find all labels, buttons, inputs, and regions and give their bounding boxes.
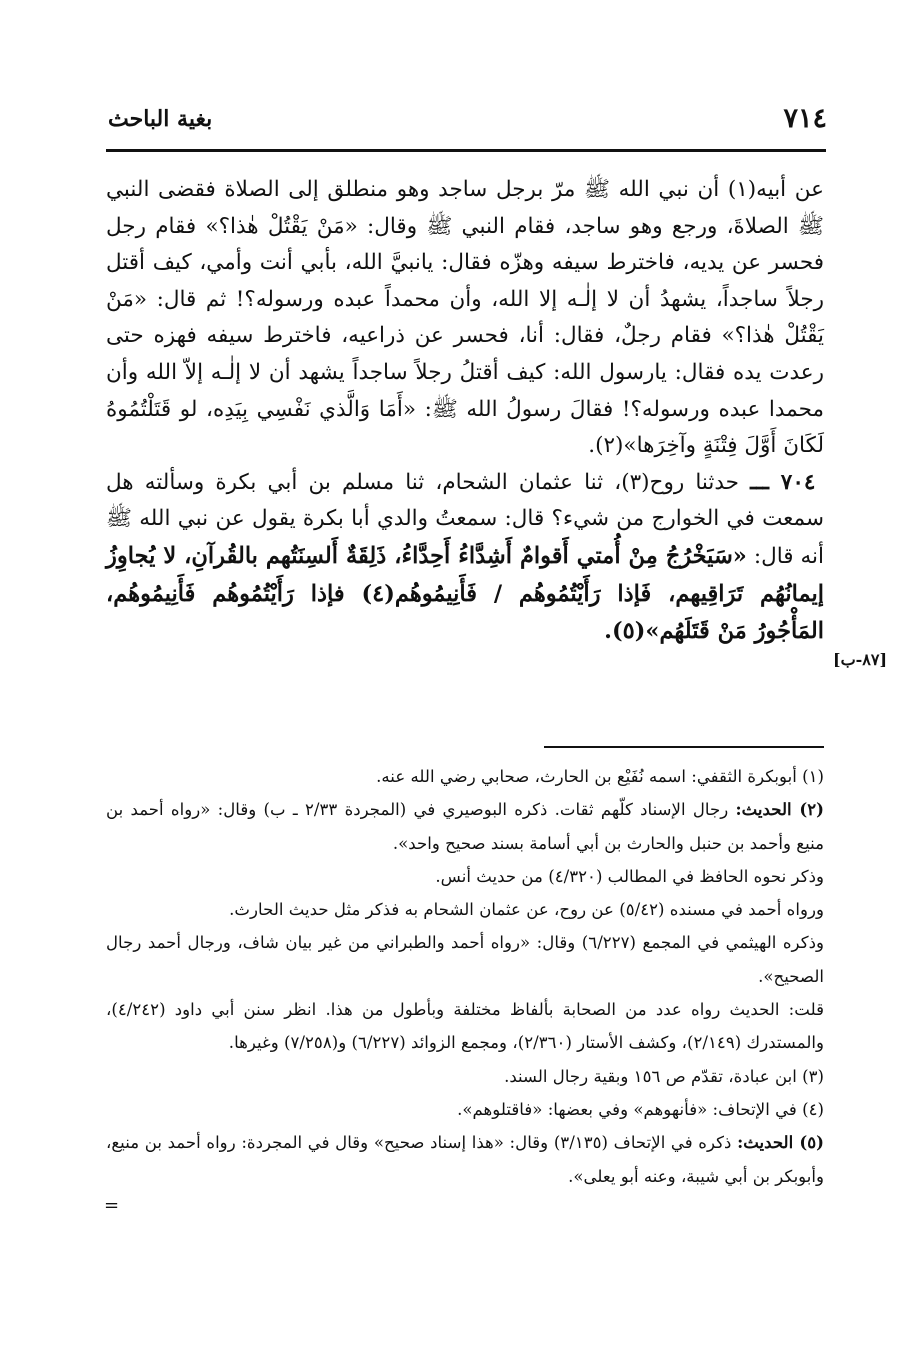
book-title: بغية الباحث: [108, 106, 213, 132]
manuscript-folio-ref: [٨٧-ب]: [833, 650, 888, 669]
footnote-2-line: ورواه أحمد في مسنده (٥/٤٢) عن روح، عن عثمان الشحام به فذكر مثل حديث الحارث.: [229, 900, 824, 920]
footnote-2-line: وذكر نحوه الحافظ في المطالب (٤/٣٢٠) من حديث أنس.: [435, 866, 824, 886]
footnote-4: (٤) في الإتحاف: «فأنهوهم» وفي بعضها: «فاقتلوهم».: [457, 1099, 824, 1119]
footnote-3: (٣) ابن عبادة، تقدّم ص ١٥٦ وبقية رجال السند.: [504, 1066, 824, 1086]
footnote-5-head: (٥) الحديث:: [737, 1132, 824, 1153]
footnote-divider: [544, 746, 824, 748]
main-text: [106, 172, 824, 651]
footnotes: [106, 760, 824, 1193]
footnote-2-head: (٢) الحديث:: [735, 799, 824, 820]
footnote-2-line: قلت: الحديث رواه عدد من الصحابة بألفاظ مختلفة وبأطول من هذا. انظر سنن أبي داود (٤/٢٤٢)، والمستدرك (٢/١٤٩)، وكشف الأستار (٢/٣٦٠)، ومجمع الزوائد (٦/٢٢٧) و(٧/٢٥٨) وغيرها.: [106, 1000, 824, 1053]
hadith-704-paragraph: [106, 465, 824, 651]
footnote-1: (١) أبوبكرة الثقفي: اسمه نُفَيْع بن الحارث، صحابي رضي الله عنه.: [376, 767, 824, 786]
hadith-704-matn: «سَيَخْرُجُ مِنْ أُمتي أَقوامٌ أَشِدَّاءُ أَحِدَّاءُ، ذَلِقَةٌ أَلسِنَتُهم بالقُرآنِ، لا يُجاوِزُ إيمانُهُم تَرَاقِيهم، فَإذا رَأَيْتُمُوهُم / فَأَنِيمُوهُم(٤) فإذا رَأَيْتُمُوهُم فَأَنِيمُوهُم، المَأْجُورُ مَنْ قَتَلَهُم»(٥).: [106, 542, 825, 645]
footnote-5-body: ذكره في الإتحاف (٣/١٣٥) وقال: «هذا إسناد صحيح» وقال في المجردة: رواه أحمد بن منيع، وأبوبكر بن أبي شيبة، وعنه أبو يعلى».: [106, 1133, 824, 1186]
footnote-2: [106, 793, 824, 860]
footnote-2-body: رجال الإسناد كلّهم ثقات. ذكره البوصيري في (المجردة ٢/٣٣ ـ ب) وقال: «رواه أحمد بن منيع وأحمد بن حنبل والحارث بن أبي أسامة بسند صحيح واحد».: [106, 800, 824, 853]
hadith-704-isnad: حدثنا روح(٣)، ثنا عثمان الشحام، ثنا مسلم بن أبي بكرة وسألته هل سمعت في الخوارج من شيء؟ قال: سمعتُ والدي أبا بكرة يقول عن نبي الله ﷺ أنه قال:: [106, 469, 824, 569]
page-number: ٧١٤: [783, 103, 827, 134]
header-divider: [106, 149, 826, 152]
continuation-mark: =: [104, 1195, 120, 1216]
footnote-5: [106, 1126, 824, 1193]
hadith-number: ٧٠٤ ـــ: [750, 469, 816, 495]
hadith-703-text: عن أبيه(١) أن نبي الله ﷺ مرّ برجل ساجد وهو منطلق إلى الصلاة فقضى النبي ﷺ الصلاةَ، ورجع وهو ساجد، فقام النبي ﷺ وقال: «مَنْ يَقْتُلْ هٰذا؟» فقام رجل فحسر عن يديه، فاخترط سيفه وهزّه فقال: يانبيَّ الله، بأبي أنت وأمي، كيف أقتل رجلاً ساجداً، يشهدُ أن لا إلٰـه إلا الله، وأن محمداً عبده ورسوله؟! ثم قال: «مَنْ يَقْتُلْ هٰذا؟» فقام رجلٌ، فقال: أنا، فحسر عن ذراعيه، فاخترط سيفه فهزه حتى رعدت يده فقال: يارسول الله: كيف أقتلُ رجلاً ساجداً يشهد أن لا إلٰـه إلاّ الله وأن محمدا عبده ورسوله؟! فقالَ رسولُ الله ﷺ: «أَمَا وَالَّذي نَفْسِي بِيَدِه، لو قَتَلْتُمُوهُ لَكَانَ أَوَّلَ فِتْنَةٍ وآخِرَها»(٢).: [106, 177, 824, 459]
footnote-2-line: وذكره الهيثمي في المجمع (٦/٢٢٧) وقال: «رواه أحمد والطبراني من غير بيان شاف، ورجال أحمد رجال الصحيح».: [106, 933, 824, 986]
